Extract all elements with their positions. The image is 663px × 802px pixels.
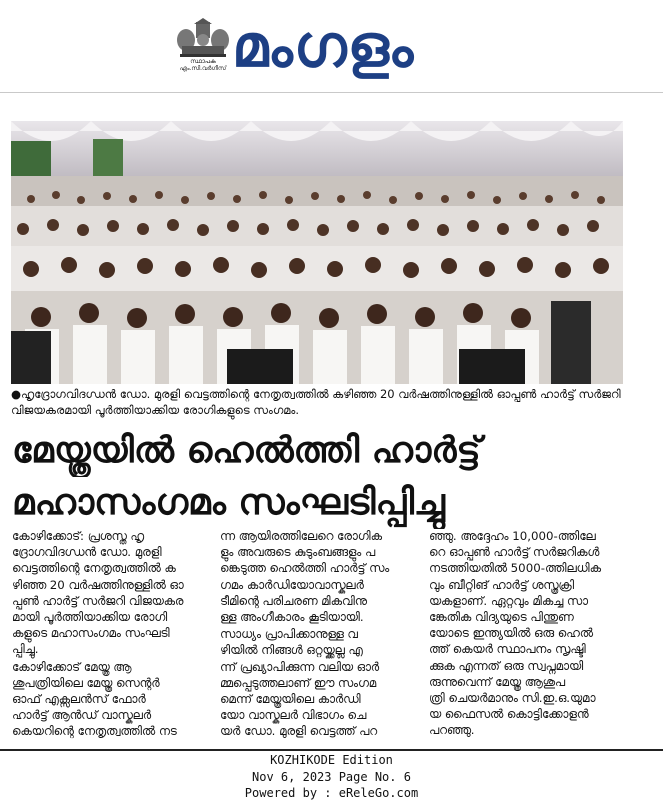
footer: [0, 752, 663, 802]
footer-divider: [0, 749, 663, 751]
top-divider: [0, 92, 663, 93]
news-photo: [11, 121, 623, 384]
article-column-2: [220, 528, 420, 740]
paragraph: സാധ്യം പ്രാപിക്കാനുള്ള വ ഴിയിൽ നിങ്ങൾ ഒറ്റയ്ക്കല്ല എ ന്ന് പ്രഖ്യാപിക്കുന്ന വലിയ ഓർ മ്മപ്പെടുത്തലാണ് ഈ സംഗമ മെന്ന് മേയ്ത്രയിലെ കാർഡി യോ വാസ്കുലർ വിഭാഗം ചെ യർ ഡോ. മുരളി വെട്ടത്ത് പറ: [220, 627, 380, 739]
headline-line-2: മഹാസംഗമം സംഘടിപ്പിച്ചു: [12, 482, 445, 523]
article-column-3: [429, 528, 629, 739]
article-body: [12, 528, 652, 740]
masthead: [0, 0, 663, 92]
emblem-caption: സ്ഥാപക എം.സി.വർഗീസ്: [179, 58, 227, 72]
photo-caption: ●ഹൃദ്രോഗവിദഗ്ധൻ ഡോ. മുരളി വെട്ടത്തിന്റെ നേതൃത്വത്തിൽ കഴിഞ്ഞ 20 വർഷത്തിനുള്ളിൽ ഓപ്പൺ ഹാർട്ട് സർജറി വിജയകരമായി പൂർത്തിയാക്കിയ രോഗികളുടെ സംഗമം.: [11, 387, 621, 417]
newspaper-name: മംഗളം: [232, 12, 415, 80]
powered-by-label: Powered by : eReleGo.com: [244, 786, 419, 800]
headline: [12, 425, 652, 529]
paragraph: കോഴിക്കോട് മേയ്ത്ര ആ ശുപത്രിയിലെ മേയ്ത്ര സെന്റർ ഓഫ് എക്സലൻസ് ഫോർ ഹാർട്ട് ആൻഡ് വാസ്കുലർ കെയറിന്റെ നേതൃത്വത്തിൽ നട: [12, 659, 177, 739]
date-page-label: Nov 6, 2023 Page No. 6: [252, 769, 411, 784]
article-column-1: [12, 528, 212, 740]
edition-label: KOZHIKODE Edition: [270, 753, 393, 767]
paragraph: കോഴിക്കോട്: പ്രശസ്ത ഹൃ ദ്രോഗവിദഗ്ധൻ ഡോ. മുരളി വെട്ടത്തിന്റെ നേതൃത്വത്തിൽ ക ഴിഞ്ഞ 20 വർഷത്തിനുള്ളിൽ ഓ പ്പൺ ഹാർട്ട് സർജറി വിജയകര മായി പൂർത്തിയാക്കിയ രോഗി കളുടെ മഹാസംഗമം സംഘടി പ്പിച്ചു.: [12, 529, 184, 657]
headline-line-1: മേയ്ത്രയിൽ ഹെൽത്തി ഹാർട്ട്: [12, 430, 481, 471]
paragraph: ഞ്ഞു. അദ്ദേഹം 10,000-ത്തിലേ റെ ഓപ്പൺ ഹാർട്ട് സർജറികൾ നടത്തിയതിൽ 5000-ത്തിലധിക വും ബീറ്റിങ് ഹാർട്ട് ശസ്ത്രക്രി യകളാണ്. ഏറ്റവും മികച്ച സാ ങ്കേതിക വിദ്യയുടെ പിന്തുണ യോടെ ഇന്ത്യയിൽ ഒരു ഹെൽ ത്ത് കെയർ സ്ഥാപനം സൃഷ്ടി ക്കുക എന്നത് ഒരു സ്വപ്നമായി രുന്നുവെന്ന് മേയ്ത്ര ആശുപ ത്രി ചെയർമാനും സി.ഇ.ഒ.യുമാ യ ഫൈസൽ കൊട്ടിക്കോളൻ പറഞ്ഞു.: [429, 529, 601, 738]
paragraph: ന്ന ആയിരത്തിലേറെ രോഗിക ളും അവരുടെ കുടുംബങ്ങളും പ ങ്കെടുത്ത ഹെൽത്തി ഹാർട്ട് സം ഗമം കാർഡിയോവാസ്കുലർ ടീമിന്റെ പരിചരണ മികവിനു ള്ള അംഗീകാരം കൂടിയായി.: [220, 529, 390, 625]
